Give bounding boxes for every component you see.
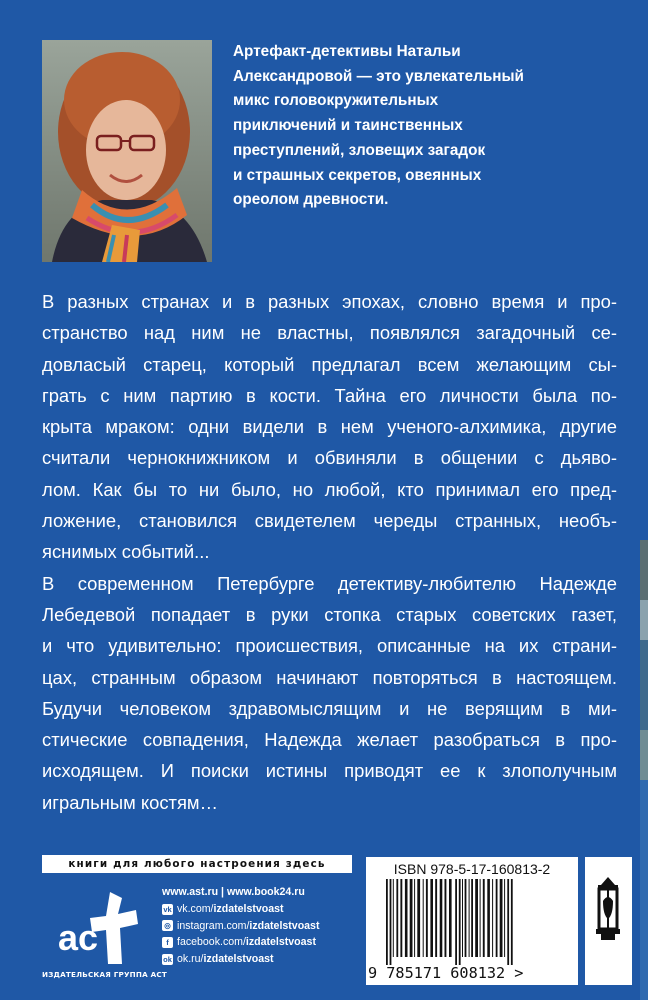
age-mark-panel: [585, 857, 632, 985]
annotation-line: исходящем. И поиски истины приводят ее к злополучным: [42, 760, 617, 782]
facebook-icon: f: [162, 937, 173, 948]
annotation-line: Будучи человеком здравомыслящим и не верящим в ми-: [42, 697, 617, 719]
logo-lettering: ас: [58, 917, 99, 958]
social-link-handle: izdatelstvoast: [245, 936, 316, 949]
social-link-prefix: ok.ru/: [177, 952, 204, 965]
social-link-prefix: instagram.com/: [177, 919, 250, 932]
author-blurb: [233, 40, 613, 213]
social-link-prefix: facebook.com/: [177, 936, 246, 949]
barcode-panel: [366, 857, 578, 985]
annotation-line: считали чернокнижником и обвиняли в общении с дьяво-: [42, 447, 617, 469]
social-link-handle: izdatelstvoast: [249, 919, 320, 932]
social-link[interactable]: [162, 901, 362, 918]
annotation-line: игральным костям…: [42, 791, 218, 813]
book-annotation: [42, 286, 617, 818]
annotation-line: Лебедевой попадает в руки стопка старых советских газет,: [42, 603, 617, 625]
annotation-line: и что удивительно: происшествия, описанные на их страни-: [42, 635, 617, 657]
slogan-banner: книги для любого настроения здесь: [42, 855, 352, 873]
social-link-handle: izdatelstvoast: [203, 952, 274, 965]
vk-icon: vk: [163, 904, 172, 914]
odnoklassniki-icon: ok: [163, 954, 172, 964]
annotation-line: довласый старец, который предлагал всем желающим сы-: [42, 353, 617, 375]
spine-edge-artwork: [640, 540, 648, 1000]
author-blurb-line: преступлений, зловещих загадок: [233, 141, 486, 159]
lantern-icon: [585, 857, 632, 985]
author-blurb-line: Александровой — это увлекательный: [233, 67, 524, 85]
annotation-line: яснимых событий...: [42, 541, 210, 563]
social-link-prefix: vk.com/: [177, 903, 214, 915]
annotation-line: лом. Как бы то ни было, но любой, кто принимал его пред-: [42, 478, 617, 500]
author-blurb-line: ореолом древности.: [233, 191, 389, 209]
annotation-line: цах, странным образом начинают повторяться в настоящем.: [42, 666, 617, 688]
annotation-line: странство над ним не властны, появлялся загадочный се-: [42, 322, 617, 344]
author-blurb-line: микс головокружительных: [233, 92, 439, 110]
social-link[interactable]: [162, 918, 362, 935]
logo-caption: ИЗДАТЕЛЬСКАЯ ГРУППА АСТ: [42, 970, 167, 979]
social-link-handle: izdatelstvoast: [213, 903, 284, 915]
author-photo: [42, 40, 212, 262]
publisher-links: [162, 883, 362, 967]
annotation-line: стические совпадения, Надежда желает разобраться в про-: [42, 729, 617, 751]
annotation-line: В разных странах и в разных эпохах, словно время и про-: [42, 291, 617, 312]
social-link[interactable]: [162, 951, 362, 968]
barcode-digits: 9 785171 608132 >: [368, 964, 524, 982]
instagram-icon: ◎: [162, 920, 173, 931]
annotation-line: крыта мраком: одни видели в нем ученого-алхимика, другие: [42, 416, 617, 438]
author-blurb-line: Артефакт-детективы Натальи: [233, 43, 461, 60]
annotation-line: ложение, становился свидетелем череды странных, необъ-: [42, 510, 617, 532]
ast-logo: [52, 888, 148, 968]
isbn-label: ISBN 978-5-17-160813-2: [393, 861, 551, 877]
social-link[interactable]: [162, 934, 362, 951]
annotation-line: В современном Петербурге детективу-любителю Надежде: [42, 572, 617, 594]
websites[interactable]: www.ast.ru | www.book24.ru: [162, 886, 305, 898]
author-blurb-line: и страшных секретов, овеянных: [233, 166, 482, 184]
barcode: [384, 879, 564, 965]
annotation-line: грать с ним партию в кости. Тайна его личности была по-: [42, 384, 617, 406]
author-blurb-line: приключений и таинственных: [233, 117, 463, 135]
